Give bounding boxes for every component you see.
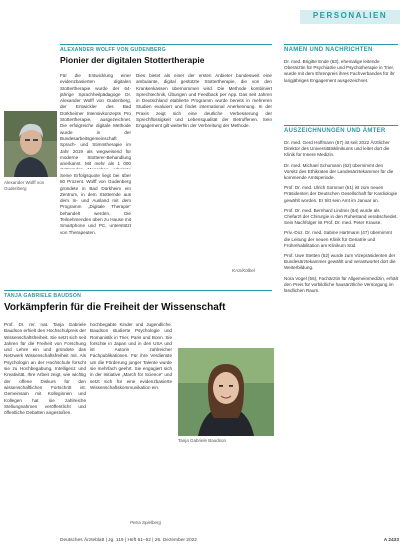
sidebar-rule-2 bbox=[284, 125, 398, 126]
article1-text-col3: Dies bietet als einer der ersten Anbieter bundesweit eine ambulante, digital gestützte Stottertherapie, die von den Krankenkassen übernommen wird. Die Methode kombiniert Sprechtechnik, Übungen und Feedback per App. Das seit Jahren in Deutschland etablierte Programm wurde bereits in mehreren Studien evaluiert und findet international Anerkennung. In der Praxis zeigt sich eine deutliche Verbesserung der Sprechflüssigkeit und Lebensqualität der Betroffenen. Sein Engagement gilt weiterhin der Verbreitung der Methode. bbox=[136, 73, 272, 129]
sidebar-item: Prof. Dr. med. Bernhard Lindner (64) wurde als Chefarzt der Chirurgie in den Ruhestand verabschiedet. Sein Nachfolger ist Prof. Dr. med. Peter Krause. bbox=[284, 207, 398, 226]
article1-body-col2 bbox=[136, 73, 272, 269]
sidebar-section-1 bbox=[284, 59, 398, 88]
article1-caption: Alexander Wolff von Gudenberg bbox=[4, 180, 45, 191]
article1-body-col1 bbox=[60, 73, 131, 169]
article1-signature: KAS/Kölbel bbox=[232, 268, 255, 273]
article2-text-col1: Prof. Dr. rer. nat. Tanja Gabriele Baudson erhielt den Hochschulpreis der Wissenschaftsfreiheit. Sie setzt sich seit Jahren für die Freiheit von Forschung und Lehre ein und gründete das Netzwerk Wissenschaftsfreiheit mit. Als Psychologin an der Hochschule forscht sie zu Hochbegabung, Intelligenz und Kreativität. Ihre Arbeit zeigt, wie wichtig der offene Diskurs für den wissenschaftlichen Fortschritt ist. Gemeinsam mit Kolleginnen und Kollegen hat sie zahlreiche Stellungnahmen veröffentlicht und öffentliche Debatten angestoßen. bbox=[4, 322, 86, 416]
sidebar-title-names: NAMEN UND NACHRICHTEN bbox=[284, 47, 373, 53]
sidebar-item: Prof. Dr. med. Ulrich Sommer (51) ist zum neuen Präsidenten der Deutschen Gesellschaft für Kardiologie gewählt worden. Er tritt sein Amt im Januar an. bbox=[284, 185, 398, 203]
sidebar-title-awards: AUSZEICHNUNGEN UND ÄMTER bbox=[284, 128, 386, 134]
article2-headline: Vorkämpferin für die Freiheit der Wissenschaft bbox=[4, 302, 226, 313]
article2-rule bbox=[4, 290, 272, 291]
article2-kicker: TANJA GABRIELE BAUDSON bbox=[4, 293, 82, 299]
section-label: PERSONALIEN bbox=[312, 11, 388, 20]
portrait-baudson-image bbox=[178, 348, 274, 436]
article2-signature: Petra Spielberg bbox=[130, 520, 162, 525]
article2-body-col1 bbox=[4, 322, 86, 528]
article2-caption: Tanja Gabriele Baudson bbox=[178, 438, 227, 443]
sidebar-item: Prof. Uwe Stetten (52) wurde zum Vizepräsidenten der Bundesärztekammer gewählt und verantwortet dort die Weiterbildung. bbox=[284, 253, 396, 271]
sidebar-item: Dr. med. Brigitte Ende (63), ehemalige leitende Oberärztin für Psychiatrie und Psychotherapie in Trier, wurde mit dem Ehrenpreis ihres Fachverbandes für ihr langjähriges Engagement ausgezeichnet. bbox=[284, 59, 395, 83]
article1-rule bbox=[60, 44, 272, 45]
sidebar-item: Dr. med. Michael Schumann (62) übernimmt den Vorsitz des Ethikrates der Landesärztekammer für die kommende Amtsperiode. bbox=[284, 162, 394, 181]
sidebar-section-2 bbox=[284, 140, 398, 532]
portrait-wolff-image bbox=[4, 111, 57, 177]
page-number: A 2433 bbox=[383, 538, 399, 543]
article1-text-col1: Für die Entwicklung einer evidenzbasierten digitalen Stottertherapie wurde der 64-jährige Sprachheilpädagoge Dr. Alexander Wolff von Gudenberg, der Entwickler des Bad Dürkheimer Intensivkonzepts Pro Stottertherapie, ausgezeichnet. Die erfolgreiche digitale Methode wurde in der Bundesarbeitsgemeinschaft Sprach- und Stimmtherapie im Jahr 2019 als wegweisend für moderne Stotterer-Behandlung anerkannt. Mit mehr als 1 000 bbox=[60, 73, 131, 167]
sidebar-item: Nora Vogel (56), Fachärztin für Allgemeinmedizin, erhält den Preis für vorbildliche hausärztliche Versorgung im ländlichen Raum. bbox=[284, 275, 398, 294]
sidebar-rule-1 bbox=[284, 44, 398, 45]
article1-text-col2: Seine Erfolgsquote liegt bei über 80 Prozent. Wolff von Gudenberg gründete in Bad Dürkheim ein Zentrum, in dem Stotternde aus dem In- und Ausland mit dem Programm „Digitale Therapie“ behandelt werden. Die Teilnehmenden üben zu Hause mit Smartphone und PC, unterstützt von Therapeuten. bbox=[60, 173, 131, 235]
portrait-photo-baudson bbox=[178, 348, 274, 436]
article2-body-col2 bbox=[90, 322, 172, 518]
article1-body-col1b bbox=[60, 173, 131, 281]
portrait-photo-wolff bbox=[4, 111, 57, 177]
section-header bbox=[300, 10, 400, 24]
sidebar-item: Priv.-Doz. Dr. med. Sabine Hartmann (47) übernimmt die Leitung der neuen Klinik für Geriatrie und Frührehabilitation am Klinikum Süd. bbox=[284, 230, 392, 248]
article2-text-col2: hochbegabte Kinder und Jugendliche. Baudson studierte Psychologie und Romanistik in Trier, Paris und Bonn. Sie forschte in Japan und in den USA und ist Autorin zahlreicher Fachpublikationen. Für ihre Verdienste um die Förderung junger Talente wurde sie mehrfach geehrt. Sie engagiert sich in der Initiative „March for Science“ und setzt sich für eine evidenzbasierte Wissenschaftskommunikation ein. bbox=[90, 322, 172, 390]
sidebar-item: Dr. med. Gerd Hoffmann (57) ist seit 2022 Ärztlicher Direktor des Universitätsklinikums und leitet dort die Klinik für Innere Medizin. bbox=[284, 140, 390, 158]
page-footer: Deutsches Ärzteblatt | Jg. 119 | Heft 51–52 | 26. Dezember 2022 bbox=[60, 538, 197, 543]
article1-kicker: ALEXANDER WOLFF VON GUDENBERG bbox=[60, 47, 166, 53]
article1-headline: Pionier der digitalen Stottertherapie bbox=[60, 55, 205, 65]
